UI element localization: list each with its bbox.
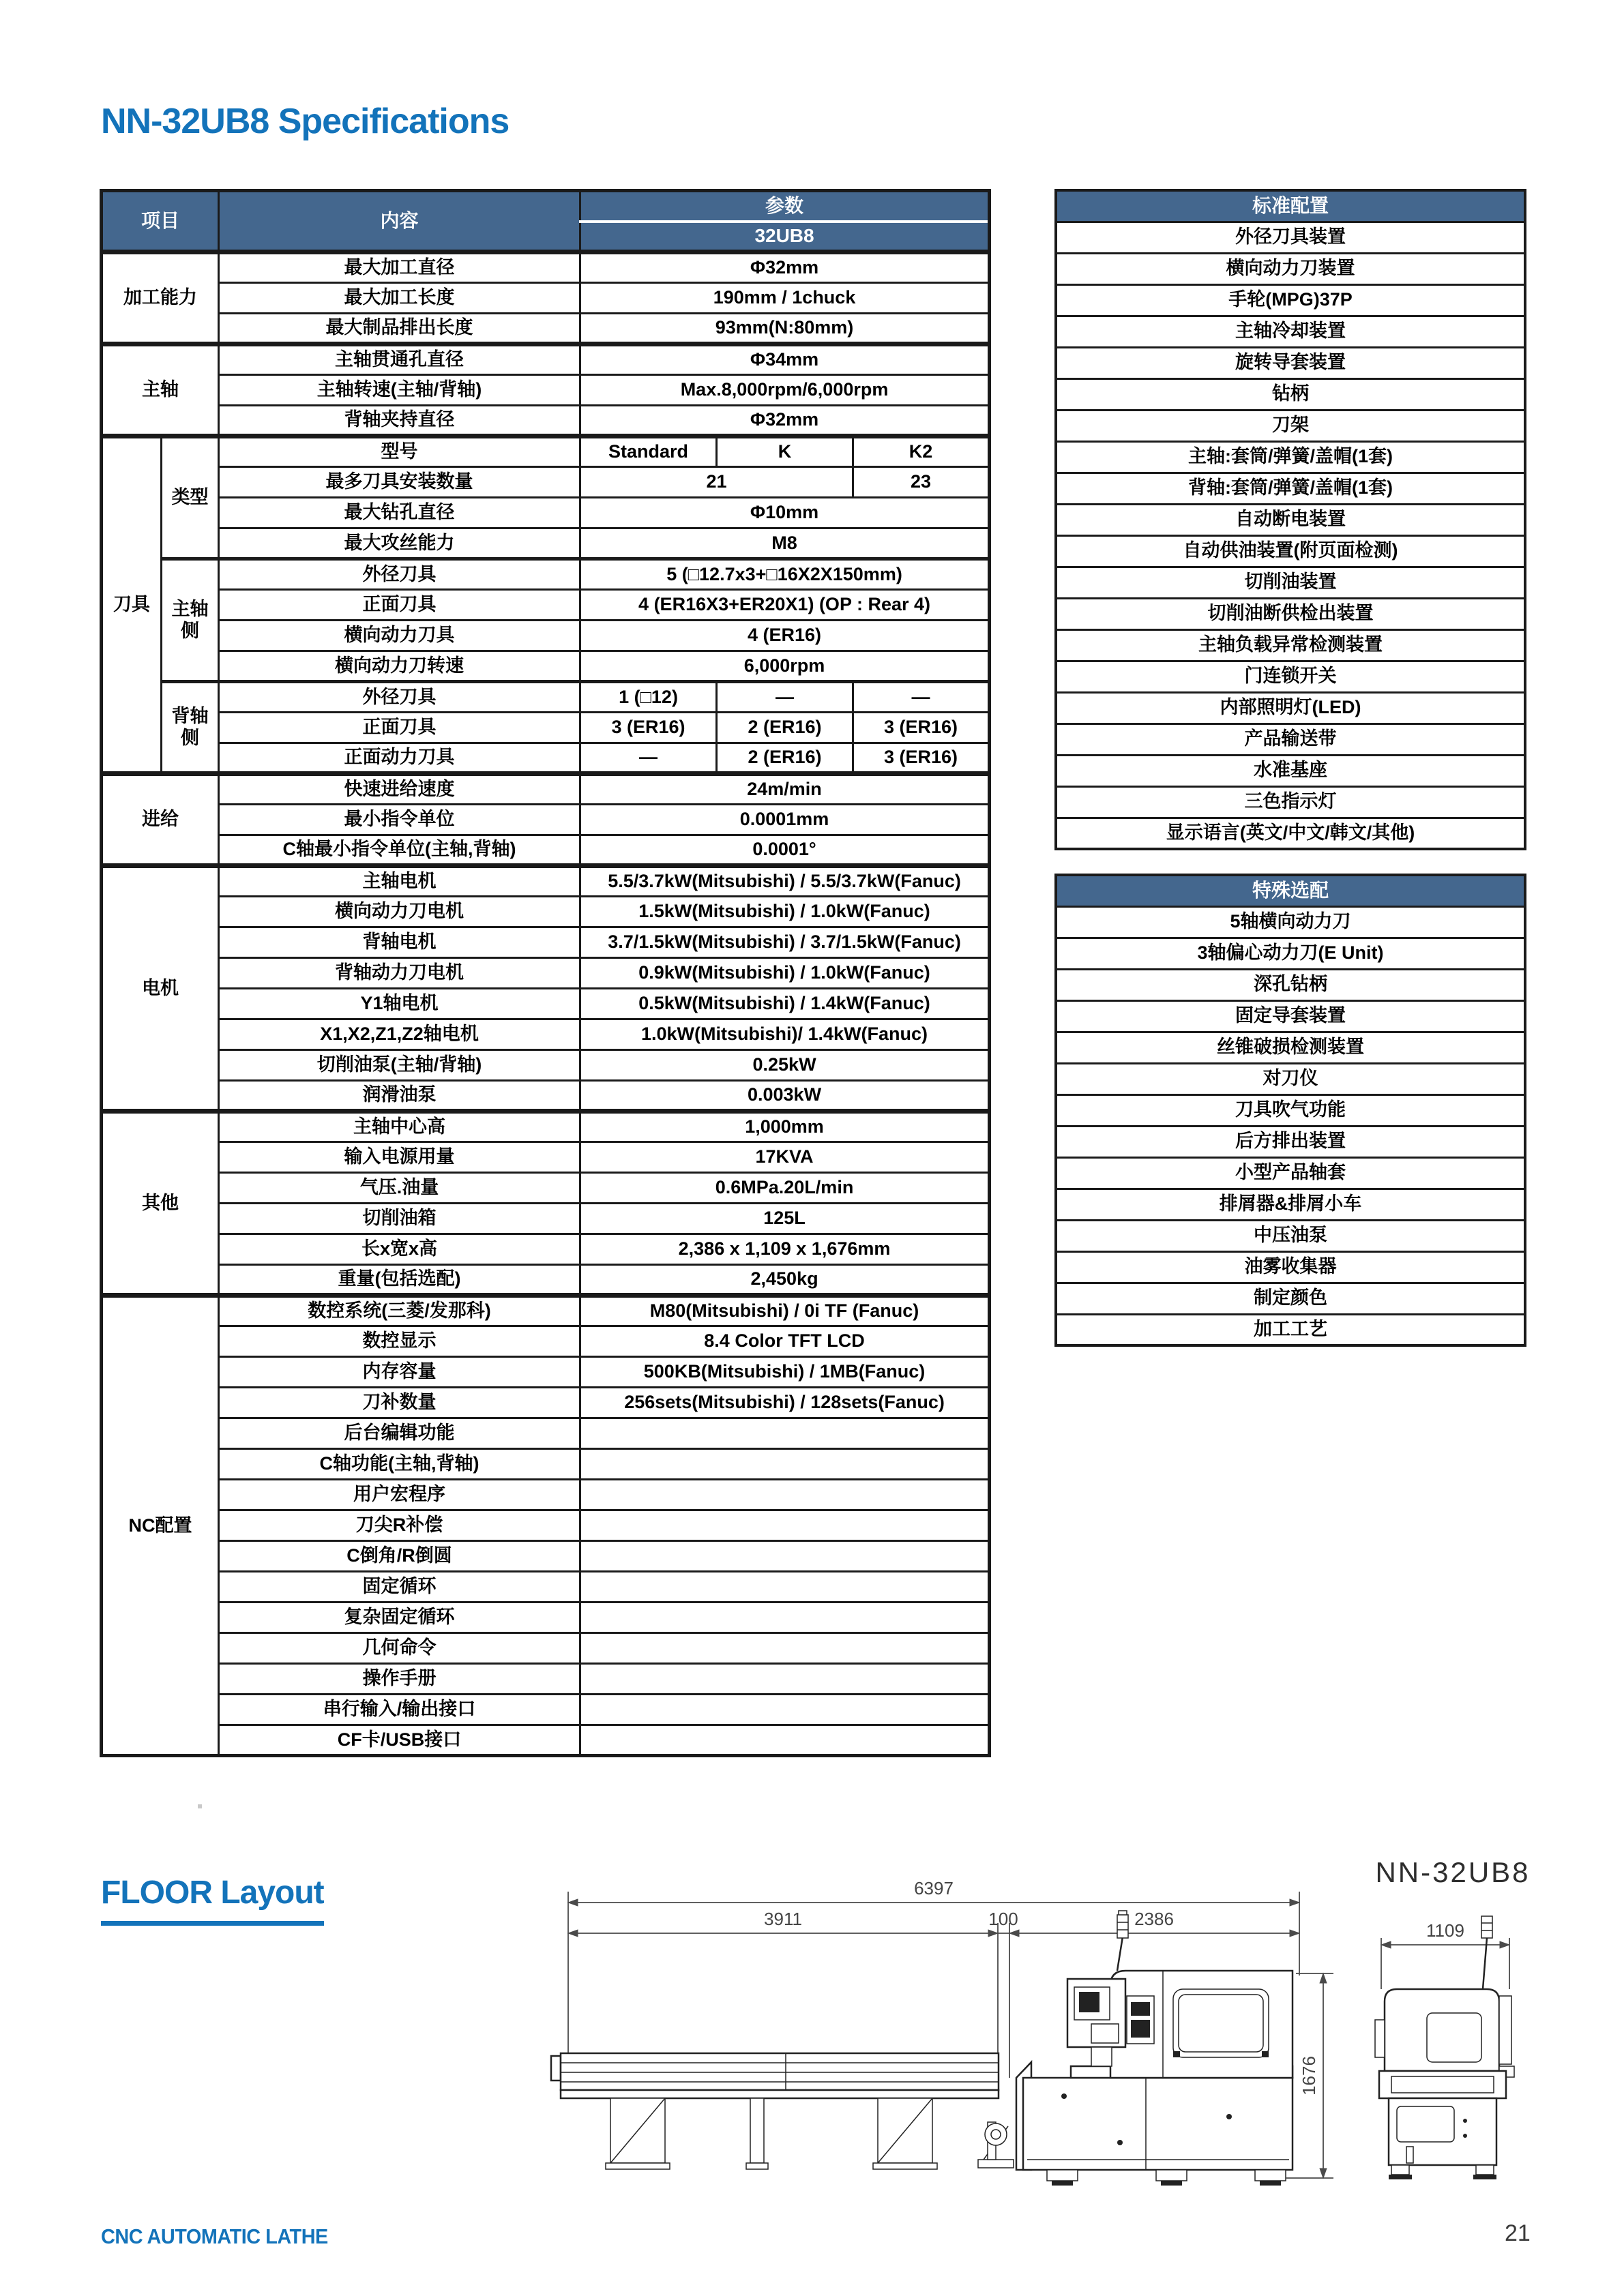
spec-row-label: 横向动力刀电机 bbox=[219, 897, 580, 927]
spec-value: 0.003kW bbox=[580, 1081, 990, 1112]
spec-row-label: 快速进给速度 bbox=[219, 774, 580, 805]
spec-row-label: 正面动力刀具 bbox=[219, 743, 580, 774]
spec-row bbox=[102, 958, 990, 989]
dim-gap bbox=[988, 1909, 1018, 1933]
spec-row-label: 润滑油泵 bbox=[219, 1081, 580, 1112]
spec-value: — bbox=[580, 743, 717, 774]
special-option-item bbox=[1056, 1063, 1525, 1094]
special-option-item-label: 深孔钻柄 bbox=[1056, 969, 1525, 1000]
spec-row-label: 操作手册 bbox=[219, 1664, 580, 1695]
spec-value: 3.7/1.5kW(Mitsubishi) / 3.7/1.5kW(Fanuc) bbox=[580, 927, 990, 958]
spec-row-label: 最大加工长度 bbox=[219, 283, 580, 314]
spec-row bbox=[102, 1142, 990, 1173]
spec-row bbox=[102, 835, 990, 866]
standard-config-item bbox=[1056, 724, 1525, 755]
special-option-item-label: 后方排出装置 bbox=[1056, 1126, 1525, 1157]
spec-subsection-label: 类型 bbox=[162, 436, 219, 559]
spec-table-body bbox=[102, 252, 990, 1756]
spec-row bbox=[102, 1204, 990, 1234]
spec-row bbox=[102, 1296, 990, 1326]
spec-row-label: 内存容量 bbox=[219, 1357, 580, 1388]
standard-config-item bbox=[1056, 253, 1525, 284]
spec-value: 4 (ER16X3+ER20X1) (OP : Rear 4) bbox=[580, 590, 990, 621]
spec-row-label: 主轴中心高 bbox=[219, 1112, 580, 1142]
spec-value: 125L bbox=[580, 1204, 990, 1234]
spec-table-header bbox=[102, 191, 990, 252]
spec-row-label: 气压.油量 bbox=[219, 1173, 580, 1204]
spec-row-label: 数控系统(三菱/发那科) bbox=[219, 1296, 580, 1326]
spec-table-container bbox=[100, 189, 991, 1757]
bar-feeder-side-view bbox=[551, 2053, 999, 2169]
special-option-item bbox=[1056, 1189, 1525, 1220]
spec-row bbox=[102, 590, 990, 621]
spec-row-label: 背轴夹持直径 bbox=[219, 406, 580, 436]
special-option-item-label: 小型产品轴套 bbox=[1056, 1157, 1525, 1189]
spec-value: 3 (ER16) bbox=[580, 713, 717, 743]
spec-row-label: 正面刀具 bbox=[219, 713, 580, 743]
standard-config-item-label: 刀架 bbox=[1056, 410, 1525, 441]
col-header-item: 项目 bbox=[102, 191, 219, 252]
spec-row bbox=[102, 1418, 990, 1449]
spec-value: Φ32mm bbox=[580, 406, 990, 436]
special-option-item bbox=[1056, 1126, 1525, 1157]
spec-row bbox=[102, 498, 990, 528]
special-option-item bbox=[1056, 969, 1525, 1000]
spec-row bbox=[102, 1572, 990, 1602]
standard-config-body bbox=[1056, 222, 1525, 849]
spec-value bbox=[580, 1418, 990, 1449]
spec-value: 3 (ER16) bbox=[853, 743, 990, 774]
standard-config-item-label: 主轴冷却装置 bbox=[1056, 316, 1525, 347]
special-option-item bbox=[1056, 1032, 1525, 1063]
spec-row bbox=[102, 1510, 990, 1541]
spec-section-label: 电机 bbox=[102, 866, 219, 1112]
spec-row-label: C轴最小指令单位(主轴,背轴) bbox=[219, 835, 580, 866]
standard-config-item-label: 三色指示灯 bbox=[1056, 786, 1525, 818]
spec-value bbox=[580, 1510, 990, 1541]
spec-row-label: 固定循环 bbox=[219, 1572, 580, 1602]
spec-row-label: 长x宽x高 bbox=[219, 1234, 580, 1265]
spec-value: 93mm(N:80mm) bbox=[580, 314, 990, 344]
standard-config-item bbox=[1056, 661, 1525, 692]
spec-row bbox=[102, 1388, 990, 1418]
machine-side-view bbox=[1016, 1911, 1293, 2186]
spec-row bbox=[102, 559, 990, 590]
standard-config-item-label: 水准基座 bbox=[1056, 755, 1525, 786]
special-option-item-label: 加工工艺 bbox=[1056, 1314, 1525, 1345]
spec-row bbox=[102, 1173, 990, 1204]
spec-row bbox=[102, 283, 990, 314]
spec-value bbox=[580, 1480, 990, 1510]
spec-value: Φ34mm bbox=[580, 344, 990, 375]
spec-row bbox=[102, 1602, 990, 1633]
spec-value: 0.25kW bbox=[580, 1050, 990, 1081]
spec-row bbox=[102, 1265, 990, 1296]
options-column bbox=[1054, 189, 1526, 1347]
standard-config-item-label: 钻柄 bbox=[1056, 378, 1525, 410]
spec-section-label: NC配置 bbox=[102, 1296, 219, 1756]
standard-config-item bbox=[1056, 786, 1525, 818]
page-title: NN-32UB8 Specifications bbox=[101, 102, 510, 141]
special-option-item-label: 油雾收集器 bbox=[1056, 1251, 1525, 1283]
spec-row bbox=[102, 713, 990, 743]
dim-total-length bbox=[568, 1878, 1299, 1903]
spec-row-label: 用户宏程序 bbox=[219, 1480, 580, 1510]
machine-front-view bbox=[1375, 1856, 1531, 2179]
standard-config-item bbox=[1056, 567, 1525, 598]
spec-value: 21 bbox=[580, 467, 853, 498]
spec-row bbox=[102, 1480, 990, 1510]
spec-section-label: 其他 bbox=[102, 1112, 219, 1296]
special-option-item bbox=[1056, 1314, 1525, 1345]
spec-value: 2 (ER16) bbox=[717, 713, 853, 743]
spec-value bbox=[580, 1572, 990, 1602]
special-option-item-label: 刀具吹气功能 bbox=[1056, 1094, 1525, 1126]
spec-row bbox=[102, 927, 990, 958]
spec-section-label: 主轴 bbox=[102, 344, 219, 436]
spec-row-label: 背轴动力刀电机 bbox=[219, 958, 580, 989]
spec-row-label: 横向动力刀转速 bbox=[219, 651, 580, 682]
spec-value bbox=[580, 1541, 990, 1572]
col-header-content: 内容 bbox=[219, 191, 580, 252]
standard-config-item-label: 显示语言(英文/中文/韩文/其他) bbox=[1056, 818, 1525, 849]
spec-value: 1,000mm bbox=[580, 1112, 990, 1142]
spec-row bbox=[102, 621, 990, 651]
dim-gap-label: 100 bbox=[988, 1909, 1018, 1929]
spec-row bbox=[102, 651, 990, 682]
special-option-item-label: 中压油泵 bbox=[1056, 1220, 1525, 1251]
special-option-item-label: 制定颜色 bbox=[1056, 1283, 1525, 1314]
special-option-item bbox=[1056, 1157, 1525, 1189]
spec-row-label: 横向动力刀具 bbox=[219, 621, 580, 651]
col-header-model: 32UB8 bbox=[580, 222, 990, 252]
special-option-item-label: 丝锥破损检测装置 bbox=[1056, 1032, 1525, 1063]
special-option-item-label: 3轴偏心动力刀(E Unit) bbox=[1056, 938, 1525, 969]
spec-row bbox=[102, 375, 990, 406]
spec-value: 1.5kW(Mitsubishi) / 1.0kW(Fanuc) bbox=[580, 897, 990, 927]
spec-row bbox=[102, 1449, 990, 1480]
floor-model-label: NN-32UB8 bbox=[1375, 1856, 1531, 1888]
spec-value: 5 (□12.7x3+□16X2X150mm) bbox=[580, 559, 990, 590]
standard-config-item bbox=[1056, 441, 1525, 473]
spec-value bbox=[580, 1449, 990, 1480]
dim-machine-length-label: 2386 bbox=[1134, 1909, 1174, 1929]
spec-row-label: 刀尖R补偿 bbox=[219, 1510, 580, 1541]
spec-row bbox=[102, 1633, 990, 1664]
spec-value: M80(Mitsubishi) / 0i TF (Fanuc) bbox=[580, 1296, 990, 1326]
spec-value: M8 bbox=[580, 528, 990, 559]
spec-row-label: 最大加工直径 bbox=[219, 252, 580, 283]
spec-row bbox=[102, 1234, 990, 1265]
standard-config-item bbox=[1056, 378, 1525, 410]
spec-row bbox=[102, 436, 990, 467]
standard-config-item bbox=[1056, 222, 1525, 253]
special-option-item bbox=[1056, 1283, 1525, 1314]
standard-config-item bbox=[1056, 473, 1525, 504]
spec-value: — bbox=[717, 682, 853, 713]
spec-row-label: 外径刀具 bbox=[219, 559, 580, 590]
spec-value: 4 (ER16) bbox=[580, 621, 990, 651]
special-option-item bbox=[1056, 1094, 1525, 1126]
spec-value bbox=[580, 1602, 990, 1633]
spec-value: 5.5/3.7kW(Mitsubishi) / 5.5/3.7kW(Fanuc) bbox=[580, 866, 990, 897]
spec-row-label: 最大钻孔直径 bbox=[219, 498, 580, 528]
spec-value bbox=[580, 1664, 990, 1695]
spec-value: 1.0kW(Mitsubishi)/ 1.4kW(Fanuc) bbox=[580, 1019, 990, 1050]
spec-row-label: 主轴贯通孔直径 bbox=[219, 344, 580, 375]
spec-row bbox=[102, 774, 990, 805]
standard-config-item bbox=[1056, 598, 1525, 629]
spec-value: — bbox=[853, 682, 990, 713]
standard-config-item bbox=[1056, 535, 1525, 567]
spec-row bbox=[102, 406, 990, 436]
standard-config-item-label: 切削油断供检出装置 bbox=[1056, 598, 1525, 629]
spec-value: 3 (ER16) bbox=[853, 713, 990, 743]
spec-value: Standard bbox=[580, 436, 717, 467]
standard-config-item-label: 主轴负载异常检测装置 bbox=[1056, 629, 1525, 661]
spec-table bbox=[100, 189, 991, 1757]
special-option-item-label: 5轴横向动力刀 bbox=[1056, 906, 1525, 938]
standard-config-item bbox=[1056, 629, 1525, 661]
spec-row bbox=[102, 1664, 990, 1695]
spec-value: 6,000rpm bbox=[580, 651, 990, 682]
special-option-item-label: 排屑器&排屑小车 bbox=[1056, 1189, 1525, 1220]
spec-row bbox=[102, 344, 990, 375]
spec-row-label: 背轴电机 bbox=[219, 927, 580, 958]
standard-config-item-label: 门连锁开关 bbox=[1056, 661, 1525, 692]
standard-config-item bbox=[1056, 818, 1525, 849]
special-options-body bbox=[1056, 906, 1525, 1345]
spec-section-label: 进给 bbox=[102, 774, 219, 866]
spec-row bbox=[102, 528, 990, 559]
footer-brand: CNC AUTOMATIC LATHE bbox=[101, 2224, 328, 2248]
spec-row-label: 几何命令 bbox=[219, 1633, 580, 1664]
floor-layout-title-text: FLOOR Layout bbox=[101, 1874, 324, 1926]
special-option-item bbox=[1056, 1220, 1525, 1251]
standard-config-item bbox=[1056, 284, 1525, 316]
standard-config-item-label: 内部照明灯(LED) bbox=[1056, 692, 1525, 724]
standard-config-item-label: 产品输送带 bbox=[1056, 724, 1525, 755]
standard-config-item-label: 背轴:套筒/弹簧/盖帽(1套) bbox=[1056, 473, 1525, 504]
standard-config-item-label: 旋转导套装置 bbox=[1056, 347, 1525, 378]
special-option-item bbox=[1056, 1000, 1525, 1032]
standard-config-item bbox=[1056, 504, 1525, 535]
special-option-item bbox=[1056, 938, 1525, 969]
spec-row-label: 复杂固定循环 bbox=[219, 1602, 580, 1633]
spec-row-label: 切削油箱 bbox=[219, 1204, 580, 1234]
dim-machine-height-label: 1676 bbox=[1299, 2056, 1319, 2096]
dim-bar-feeder-length bbox=[568, 1909, 998, 1933]
spec-value: Φ32mm bbox=[580, 252, 990, 283]
spec-row bbox=[102, 1326, 990, 1357]
spec-row bbox=[102, 1081, 990, 1112]
floor-layout-drawing bbox=[546, 1849, 1582, 2231]
spec-value bbox=[580, 1695, 990, 1725]
dim-machine-length bbox=[1009, 1909, 1299, 1933]
spec-row bbox=[102, 1357, 990, 1388]
spec-row-label: C倒角/R倒圆 bbox=[219, 1541, 580, 1572]
standard-config-item-label: 横向动力刀装置 bbox=[1056, 253, 1525, 284]
spec-value: Φ10mm bbox=[580, 498, 990, 528]
standard-config-item-label: 手轮(MPG)37P bbox=[1056, 284, 1525, 316]
spec-row bbox=[102, 989, 990, 1019]
spec-value: 0.0001° bbox=[580, 835, 990, 866]
standard-config-item bbox=[1056, 692, 1525, 724]
spec-row-label: 正面刀具 bbox=[219, 590, 580, 621]
spec-row bbox=[102, 743, 990, 774]
spec-value: 190mm / 1chuck bbox=[580, 283, 990, 314]
spec-row bbox=[102, 866, 990, 897]
spec-value: 0.5kW(Mitsubishi) / 1.4kW(Fanuc) bbox=[580, 989, 990, 1019]
spec-row-label: 最小指令单位 bbox=[219, 805, 580, 835]
dim-machine-width-label: 1109 bbox=[1426, 1920, 1464, 1941]
spec-value: 2 (ER16) bbox=[717, 743, 853, 774]
spec-row-label: 后台编辑功能 bbox=[219, 1418, 580, 1449]
spec-subsection-label: 背轴侧 bbox=[162, 682, 219, 774]
spec-row bbox=[102, 1112, 990, 1142]
spec-row bbox=[102, 1695, 990, 1725]
spec-row bbox=[102, 467, 990, 498]
spec-value bbox=[580, 1725, 990, 1756]
spec-value: 24m/min bbox=[580, 774, 990, 805]
standard-config-table bbox=[1054, 189, 1526, 850]
dim-total-length-label: 6397 bbox=[914, 1878, 954, 1898]
standard-config-item-label: 主轴:套筒/弹簧/盖帽(1套) bbox=[1056, 441, 1525, 473]
special-options-title: 特殊选配 bbox=[1056, 875, 1525, 906]
standard-config-item-label: 自动供油装置(附页面检测) bbox=[1056, 535, 1525, 567]
special-option-item-label: 固定导套装置 bbox=[1056, 1000, 1525, 1032]
spec-row-label: 重量(包括选配) bbox=[219, 1265, 580, 1296]
spec-row bbox=[102, 1541, 990, 1572]
spec-row bbox=[102, 805, 990, 835]
spec-value: 1 (□12) bbox=[580, 682, 717, 713]
floor-layout-title bbox=[101, 1874, 324, 1926]
spec-row-label: X1,X2,Z1,Z2轴电机 bbox=[219, 1019, 580, 1050]
spec-row bbox=[102, 1019, 990, 1050]
spec-row-label: 输入电源用量 bbox=[219, 1142, 580, 1173]
col-header-param: 参数 bbox=[580, 191, 990, 222]
spec-value: K2 bbox=[853, 436, 990, 467]
standard-config-item bbox=[1056, 755, 1525, 786]
special-options-table bbox=[1054, 874, 1526, 1347]
spec-row-label: 数控显示 bbox=[219, 1326, 580, 1357]
standard-config-item-label: 外径刀具装置 bbox=[1056, 222, 1525, 253]
spec-row bbox=[102, 1725, 990, 1756]
spec-row-label: 切削油泵(主轴/背轴) bbox=[219, 1050, 580, 1081]
spec-value: 17KVA bbox=[580, 1142, 990, 1173]
spec-row-label: 最多刀具安装数量 bbox=[219, 467, 580, 498]
spec-value: 256sets(Mitsubishi) / 128sets(Fanuc) bbox=[580, 1388, 990, 1418]
spec-value: 2,450kg bbox=[580, 1265, 990, 1296]
spec-row-label: C轴功能(主轴,背轴) bbox=[219, 1449, 580, 1480]
spec-row bbox=[102, 897, 990, 927]
spec-section-label: 刀具 bbox=[102, 436, 162, 774]
spec-value: 2,386 x 1,109 x 1,676mm bbox=[580, 1234, 990, 1265]
page-number: 21 bbox=[1505, 2220, 1531, 2246]
spec-subsection-label: 主轴侧 bbox=[162, 559, 219, 682]
spec-value bbox=[580, 1633, 990, 1664]
special-option-item-label: 对刀仪 bbox=[1056, 1063, 1525, 1094]
spec-value: 500KB(Mitsubishi) / 1MB(Fanuc) bbox=[580, 1357, 990, 1388]
standard-config-item bbox=[1056, 347, 1525, 378]
spec-row-label: 型号 bbox=[219, 436, 580, 467]
spec-value: Max.8,000rpm/6,000rpm bbox=[580, 375, 990, 406]
standard-config-title: 标准配置 bbox=[1056, 190, 1525, 222]
spec-value: 8.4 Color TFT LCD bbox=[580, 1326, 990, 1357]
spec-row-label: Y1轴电机 bbox=[219, 989, 580, 1019]
spec-row-label: 最大攻丝能力 bbox=[219, 528, 580, 559]
standard-config-item-label: 切削油装置 bbox=[1056, 567, 1525, 598]
spec-row bbox=[102, 314, 990, 344]
spec-row-label: 串行输入/输出接口 bbox=[219, 1695, 580, 1725]
spec-row-label: 主轴电机 bbox=[219, 866, 580, 897]
spec-row bbox=[102, 252, 990, 283]
spec-value: 23 bbox=[853, 467, 990, 498]
standard-config-item-label: 自动断电装置 bbox=[1056, 504, 1525, 535]
spec-row-label: 主轴转速(主轴/背轴) bbox=[219, 375, 580, 406]
spec-value: K bbox=[717, 436, 853, 467]
spec-row-label: CF卡/USB接口 bbox=[219, 1725, 580, 1756]
spindle-support-stand bbox=[978, 2122, 1014, 2168]
dim-bar-feeder-label: 3911 bbox=[764, 1909, 802, 1929]
spec-value: 0.6MPa.20L/min bbox=[580, 1173, 990, 1204]
stray-print-dot bbox=[198, 1804, 202, 1808]
spec-row-label: 最大制品排出长度 bbox=[219, 314, 580, 344]
spec-row-label: 刀补数量 bbox=[219, 1388, 580, 1418]
special-option-item bbox=[1056, 906, 1525, 938]
special-option-item bbox=[1056, 1251, 1525, 1283]
spec-section-label: 加工能力 bbox=[102, 252, 219, 344]
spec-row bbox=[102, 1050, 990, 1081]
spec-row bbox=[102, 682, 990, 713]
spec-value: 0.9kW(Mitsubishi) / 1.0kW(Fanuc) bbox=[580, 958, 990, 989]
standard-config-item bbox=[1056, 410, 1525, 441]
spec-row-label: 外径刀具 bbox=[219, 682, 580, 713]
standard-config-item bbox=[1056, 316, 1525, 347]
spec-value: 0.0001mm bbox=[580, 805, 990, 835]
